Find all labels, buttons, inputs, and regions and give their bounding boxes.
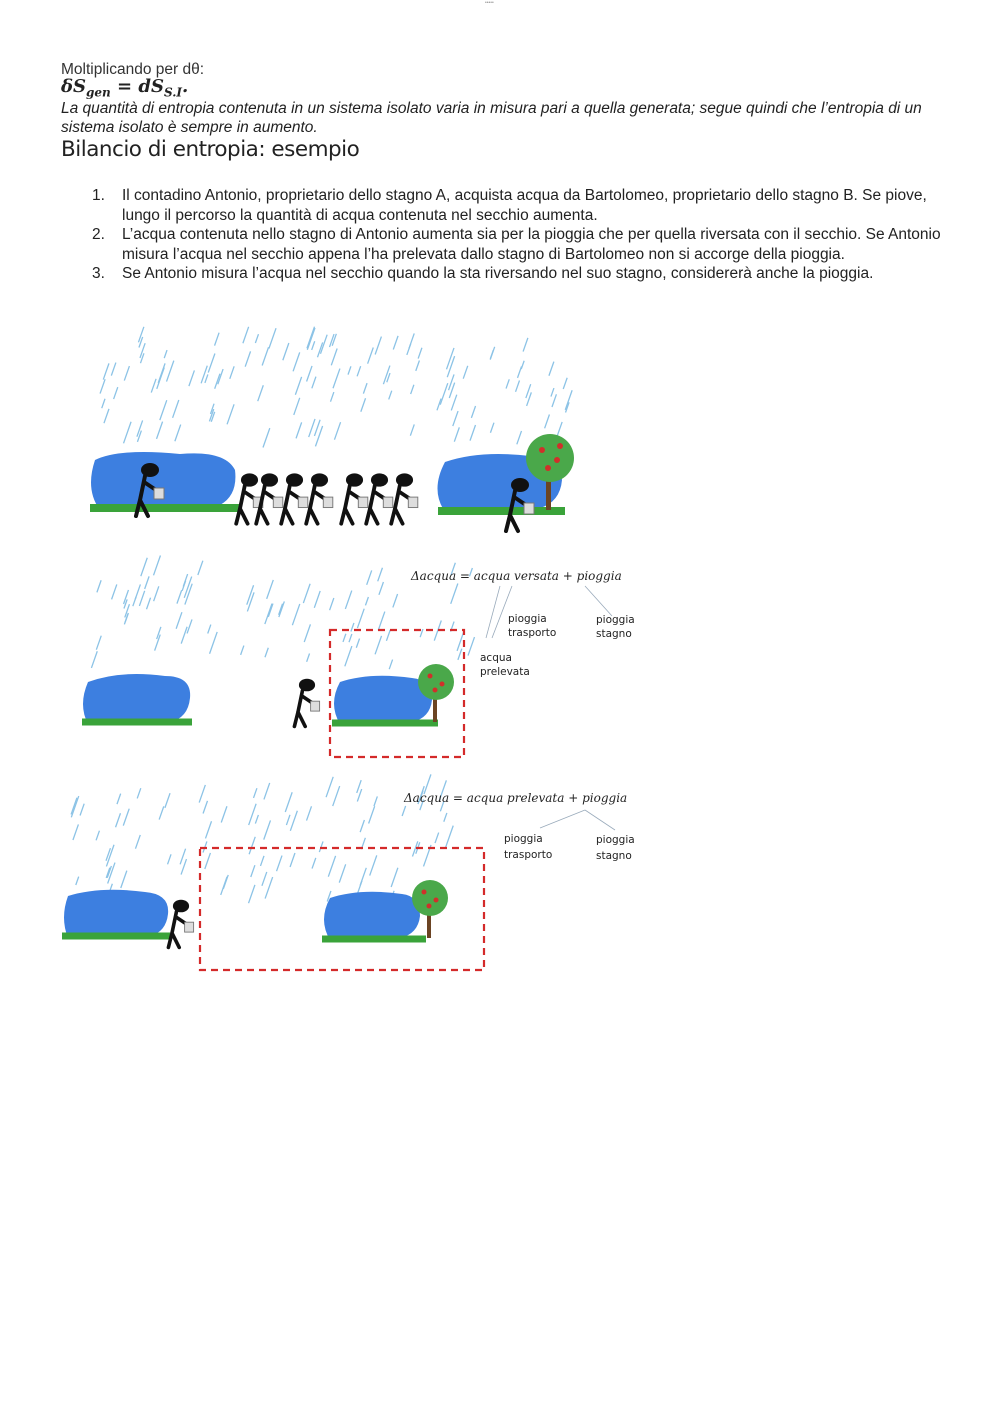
rain-drop <box>312 858 316 869</box>
stick-figure <box>281 473 308 523</box>
rain-drop <box>251 865 255 877</box>
connector <box>585 586 612 616</box>
rain-drop <box>348 366 351 374</box>
rain-drop <box>96 636 101 650</box>
rain-drop <box>326 777 333 797</box>
rain-drop <box>141 558 147 576</box>
rain-drop <box>76 877 79 885</box>
rain-drop <box>103 363 109 379</box>
rain-drop <box>124 366 129 381</box>
rain-drop <box>157 422 163 439</box>
rain-drop <box>386 630 390 641</box>
rain-drop <box>262 347 268 365</box>
rain-drop <box>391 868 398 887</box>
step-text: Se Antonio misura l’acqua nel secchio quando la sta riversando nel suo stagno, considererà anche la pioggia. <box>122 265 874 282</box>
rain-drop <box>124 422 132 444</box>
rain-drop <box>367 570 372 584</box>
rain-drop <box>264 783 270 799</box>
pond-a-water <box>83 674 190 724</box>
rain-drop <box>307 654 310 662</box>
label-water-taken: acqua <box>480 652 512 664</box>
rain-drop <box>309 419 315 437</box>
rain-drops <box>71 327 572 908</box>
rain-drop <box>304 624 310 642</box>
rain-drop <box>205 374 208 382</box>
rain-drop <box>454 427 459 441</box>
rain-drop <box>137 788 141 798</box>
formula-eq: = dS <box>110 76 164 97</box>
rain-drop <box>135 835 140 849</box>
rain-drop <box>374 796 377 806</box>
rain-drop <box>339 864 345 882</box>
rain-drop <box>279 601 284 617</box>
step-number: 2. <box>92 226 105 243</box>
pond-a-water <box>64 890 168 938</box>
rain-drop <box>402 806 406 816</box>
rain-drop <box>370 855 377 875</box>
rain-drop <box>334 422 340 439</box>
rain-drop <box>159 806 164 819</box>
rain-drop <box>221 806 227 822</box>
label-rain-pond: pioggia <box>596 614 635 626</box>
rain-drop <box>416 361 420 371</box>
rain-drop <box>96 831 99 841</box>
rain-drop <box>255 334 258 343</box>
rain-drop <box>277 856 282 872</box>
rain-drop <box>444 813 447 822</box>
rain-drop <box>345 591 351 609</box>
stick-figure <box>341 473 368 523</box>
rain-drop <box>307 328 315 350</box>
rain-drop <box>249 885 255 903</box>
rain-drop <box>563 378 567 389</box>
rain-drop <box>177 590 182 603</box>
rain-drop <box>393 336 398 350</box>
rain-drop <box>360 868 366 886</box>
rain-drop <box>265 604 272 624</box>
label-rain-pond: pioggia <box>596 834 635 846</box>
farmer-figure <box>168 900 193 948</box>
rain-drop <box>210 632 218 654</box>
rain-drop <box>123 809 129 826</box>
rain-drop <box>121 871 127 888</box>
rain-drop <box>168 854 171 864</box>
rain-drop <box>181 859 186 875</box>
rain-drop <box>135 584 140 599</box>
rain-drop <box>241 646 244 655</box>
rain-drop <box>189 370 194 386</box>
panel-1 <box>90 434 574 531</box>
rain-drop <box>303 584 310 603</box>
list-item <box>92 186 942 225</box>
rain-drop <box>523 338 528 352</box>
rain-drop <box>328 856 335 877</box>
rain-drop <box>223 875 228 889</box>
rain-drop <box>378 568 383 582</box>
label-rain-transport-2: trasporto <box>508 627 557 639</box>
rain-drop <box>447 348 454 369</box>
rain-drop <box>263 428 270 447</box>
pond-b-water <box>334 676 432 724</box>
connector <box>540 810 585 828</box>
rain-drop <box>112 584 117 599</box>
rain-drop <box>330 598 334 610</box>
rain-drop <box>447 356 454 377</box>
label-water-taken-2: prelevata <box>480 666 530 678</box>
rain-drop <box>349 634 352 642</box>
rain-drop <box>262 872 267 886</box>
list-item <box>92 264 942 284</box>
rain-drop <box>160 400 167 420</box>
rain-drop <box>345 646 352 666</box>
rain-drop <box>151 379 156 393</box>
pond-a-water <box>91 452 235 510</box>
section-title: Bilancio di entropia: esempio <box>61 137 360 162</box>
rain-drop <box>80 804 84 816</box>
rain-drop <box>332 334 336 346</box>
entropy-formula <box>61 76 188 100</box>
rain-drop <box>260 856 264 866</box>
tree-icon <box>412 880 448 938</box>
rain-drop <box>254 788 257 798</box>
rain-drop <box>255 815 258 824</box>
rain-drop <box>518 366 522 377</box>
rain-drop <box>181 627 187 644</box>
rain-drop <box>368 347 374 363</box>
connector <box>585 810 615 830</box>
header-mark: ••••• <box>485 0 494 6</box>
rain-drop <box>389 391 392 400</box>
rain-drop <box>264 820 271 839</box>
rain-drop <box>307 806 312 820</box>
rain-drop <box>369 806 375 823</box>
rain-drop <box>208 625 211 634</box>
list-item <box>92 225 942 264</box>
stick-figure <box>306 473 333 523</box>
rain-drop <box>378 612 385 631</box>
rain-drop <box>379 582 383 595</box>
rain-drop <box>314 591 320 608</box>
rain-drop <box>249 804 256 825</box>
rain-drop <box>295 377 301 395</box>
formula-lhs: δS <box>61 76 87 97</box>
rain-drop <box>468 637 474 656</box>
rain-drop <box>258 385 264 401</box>
equation-3: Δacqua = acqua prelevata + pioggia <box>404 791 628 805</box>
pond-illustration <box>60 320 660 980</box>
farmer-figure <box>294 679 319 727</box>
rain-drop <box>357 609 364 628</box>
rain-drop <box>102 399 105 408</box>
rain-drop <box>389 660 392 670</box>
rain-drop <box>114 387 118 399</box>
rain-drop <box>365 597 368 605</box>
formula-lhs-sub: gen <box>86 85 111 100</box>
rain-drop <box>116 813 121 827</box>
rain-drop <box>243 327 249 343</box>
rain-drop <box>490 423 494 433</box>
rain-drop <box>187 619 192 633</box>
rain-drop <box>375 636 381 654</box>
rain-drop <box>293 352 300 371</box>
rain-drop <box>356 639 359 648</box>
rain-drop <box>182 581 186 591</box>
rain-drop <box>361 398 366 411</box>
rain-drop <box>375 337 381 355</box>
panel-3 <box>62 791 635 970</box>
stick-figure <box>391 473 418 523</box>
rain-drop <box>333 786 340 806</box>
rain-drop <box>100 379 105 393</box>
rain-drop <box>451 395 457 411</box>
rain-drop <box>292 604 299 625</box>
rain-drop <box>269 328 276 348</box>
rain-drop <box>198 561 203 575</box>
rain-drop <box>145 576 149 589</box>
step-text: L’acqua contenuta nello stagno di Antonio aumenta sia per la pioggia che per quella riversata con il secchio. Se Antonio misura l’acqua nel secchio appena l’ha prelevata dallo stagno di Bartolomeo non si accorge della pioggia. <box>122 226 941 263</box>
rain-drop <box>249 837 255 854</box>
steps-list <box>92 186 942 284</box>
panel-2 <box>82 569 635 757</box>
rain-drop <box>265 877 273 899</box>
rain-drop <box>290 811 297 831</box>
rain-drop <box>565 390 572 410</box>
stick-figure <box>168 900 193 948</box>
rain-drop <box>165 793 170 808</box>
rain-drop <box>285 792 292 812</box>
rain-drop <box>164 350 167 358</box>
rain-drop <box>199 785 205 803</box>
rain-drop <box>154 555 161 575</box>
rain-drop <box>312 341 315 350</box>
stick-figure <box>366 473 393 523</box>
label-rain-transport: pioggia <box>504 833 543 845</box>
rain-drop <box>351 623 354 632</box>
rain-drop <box>552 394 556 407</box>
rain-drop <box>516 380 520 391</box>
rain-drop <box>410 424 414 435</box>
rain-drop <box>215 333 220 346</box>
rain-drop <box>357 366 361 376</box>
rain-drop <box>117 794 121 805</box>
rain-drop <box>471 406 475 418</box>
isolated-system-paragraph: La quantità di entropia contenuta in un sistema isolato varia in misura pari a quella generata; segue quindi che l’entropia di un sistema isolato è sempre in aumento. <box>61 100 922 136</box>
step-number: 1. <box>92 187 105 204</box>
rain-drop <box>411 385 414 394</box>
rain-drop <box>290 853 295 867</box>
rain-drop <box>545 415 550 429</box>
rain-drop <box>230 366 234 378</box>
rain-drop <box>97 580 101 592</box>
rain-drop <box>227 404 234 424</box>
pond-a <box>90 452 240 510</box>
stick-figure <box>294 679 319 727</box>
rain-drop <box>71 798 77 815</box>
rain-drop <box>205 821 211 838</box>
rain-drop <box>286 815 290 825</box>
rain-drop <box>265 648 268 657</box>
rain-drop <box>343 634 346 642</box>
rain-drop <box>154 586 159 601</box>
rain-drop <box>203 801 207 814</box>
rain-drop <box>173 400 179 418</box>
rain-drop <box>407 344 411 355</box>
label-rain-transport-2: trasporto <box>504 849 553 861</box>
rain-drop <box>205 853 211 869</box>
formula-rhs-sub: S.I <box>163 85 182 100</box>
rain-drop <box>363 383 367 393</box>
rain-drop <box>312 377 316 389</box>
rain-drop <box>440 383 448 405</box>
rain-drop <box>463 366 468 379</box>
rain-drop <box>470 425 475 441</box>
step-text: Il contadino Antonio, proprietario dello stagno A, acquista acqua da Bartolomeo, proprietario dello stagno B. Se piove, lungo il percorso la quantità di acqua contenuta nel secchio aumenta. <box>122 187 927 224</box>
rain-drop <box>551 388 554 396</box>
rain-drop <box>418 348 422 359</box>
rain-drop <box>319 841 323 852</box>
rain-drop <box>245 351 250 366</box>
label-rain-pond-2: stagno <box>596 850 632 862</box>
rain-drop <box>71 796 78 817</box>
rain-drop <box>331 348 337 365</box>
rain-drop <box>296 422 302 438</box>
rain-drop <box>549 362 554 376</box>
pond-b-water <box>324 892 420 940</box>
rain-drop <box>176 612 182 629</box>
label-rain-pond-2: stagno <box>596 628 632 640</box>
connector <box>486 586 500 638</box>
rain-drop <box>307 366 312 382</box>
rain-drop <box>446 826 454 848</box>
rain-drop <box>294 398 300 415</box>
rain-drop <box>490 347 494 360</box>
step-number: 3. <box>92 265 105 282</box>
rain-drop <box>435 833 439 843</box>
rain-drop <box>139 591 144 606</box>
rain-drop <box>360 820 364 832</box>
rain-drop <box>393 594 398 607</box>
rain-drop <box>208 353 215 372</box>
intro-text: Moltiplicando per dθ: <box>61 61 205 78</box>
rain-drop <box>104 409 109 423</box>
rain-drop <box>283 343 289 360</box>
rain-drop <box>506 379 509 388</box>
formula-end: . <box>182 76 189 97</box>
rain-drop <box>333 369 340 389</box>
rain-drop <box>453 411 458 426</box>
rain-drop <box>111 363 116 376</box>
rain-drop <box>267 580 274 599</box>
rain-drop <box>175 425 181 442</box>
rain-drop <box>73 824 78 840</box>
rain-drop <box>451 583 458 603</box>
rain-drop <box>147 598 151 610</box>
stick-figure <box>256 473 283 523</box>
rain-drop <box>158 363 165 383</box>
equation-2: Δacqua = acqua versata + pioggia <box>411 569 622 583</box>
label-rain-transport: pioggia <box>508 613 547 625</box>
rain-drop <box>458 649 462 660</box>
rain-drop <box>167 361 174 382</box>
rain-drop <box>91 651 97 668</box>
rain-drop <box>517 431 522 444</box>
rain-drop <box>330 392 333 402</box>
